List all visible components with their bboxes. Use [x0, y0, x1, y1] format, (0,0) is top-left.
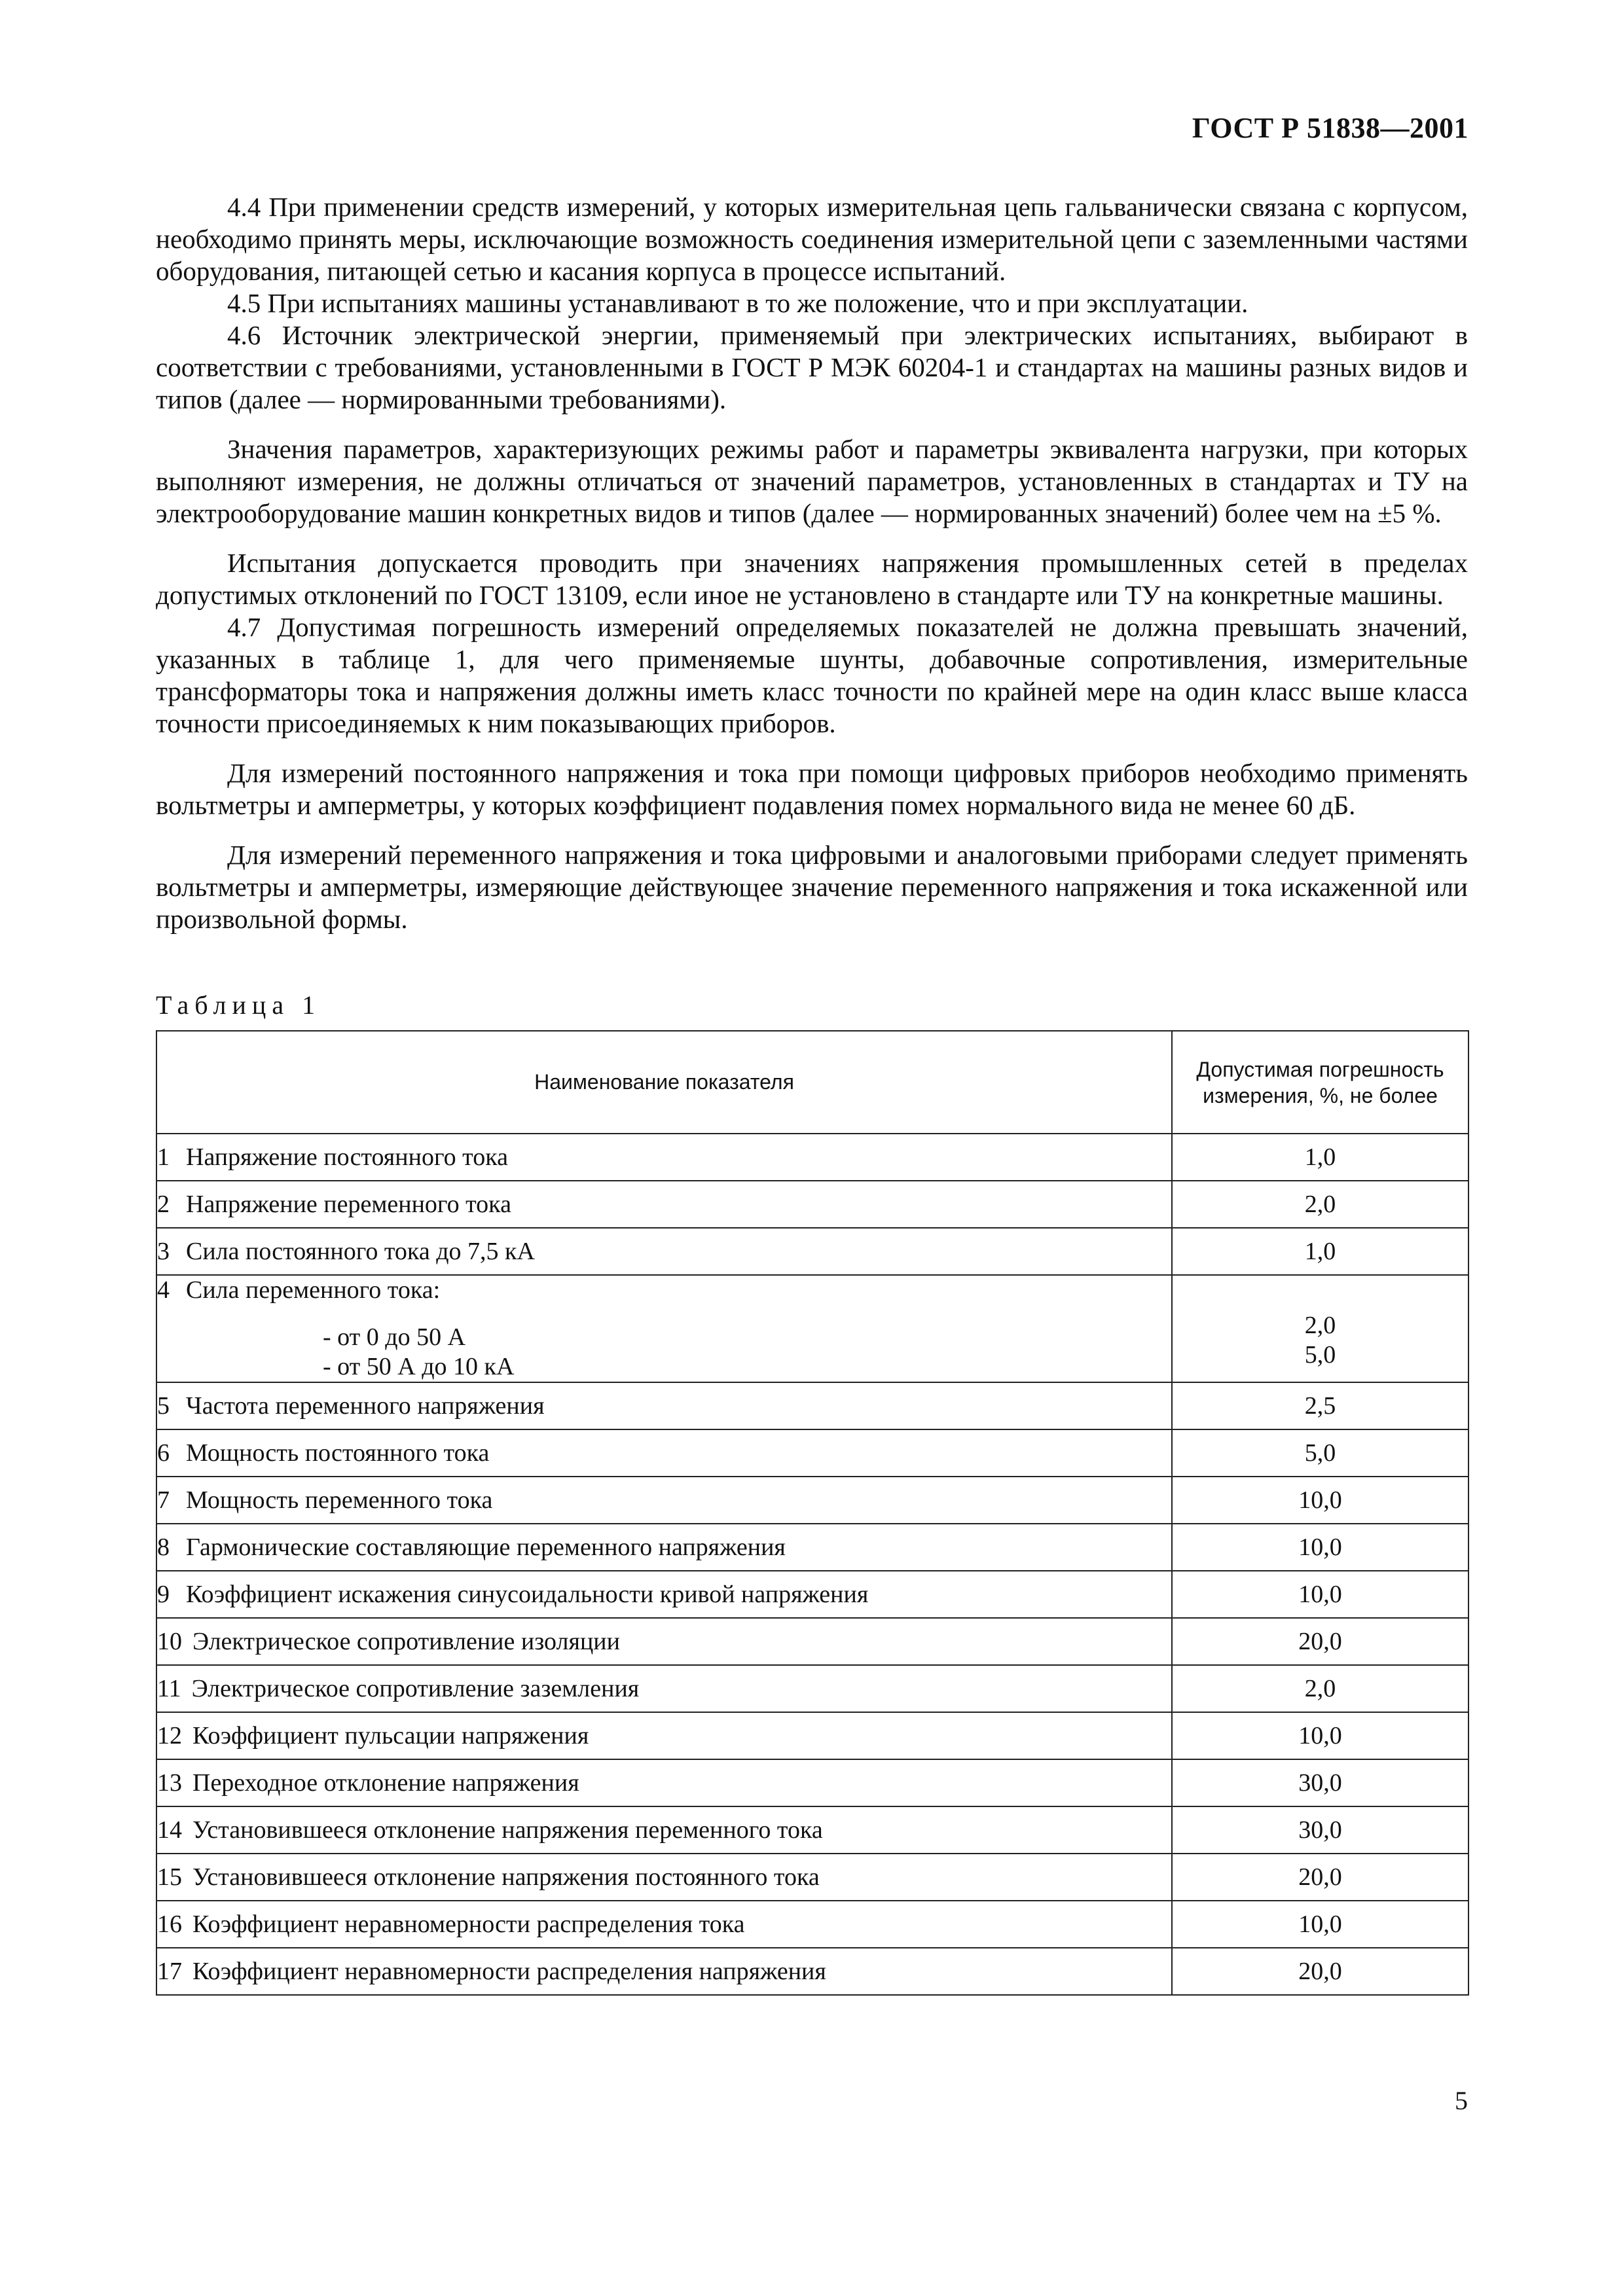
row-name-cell: [156, 1665, 1172, 1712]
table-row: [156, 1275, 1468, 1382]
row-value: 2,0: [1172, 1181, 1468, 1228]
row-name: Переходное отклонение напряжения: [192, 1769, 579, 1797]
row-name-cell: [156, 1477, 1172, 1524]
tolerance-table: [156, 1030, 1469, 1996]
row-value: 20,0: [1172, 1618, 1468, 1665]
row-number: 17: [157, 1958, 182, 1985]
row-number: 4: [157, 1276, 170, 1304]
sub-item-name: - от 0 до 50 А: [323, 1323, 466, 1351]
row-name: Электрическое сопротивление изоляции: [192, 1628, 620, 1655]
row-name-cell: [156, 1571, 1172, 1618]
row-name: Гармонические составляющие переменного напряжения: [186, 1534, 786, 1561]
column-header-name: Наименование показателя: [156, 1031, 1172, 1134]
row-name: Мощность переменного тока: [186, 1486, 493, 1514]
row-name-cell: [156, 1382, 1172, 1429]
table-row: [156, 1948, 1468, 1995]
row-name: Коэффициент неравномерности распределения тока: [192, 1910, 745, 1938]
table-row: [156, 1181, 1468, 1228]
row-number: 12: [157, 1722, 182, 1749]
table-row: [156, 1429, 1468, 1477]
row-number: 6: [157, 1439, 170, 1467]
row-number: 13: [157, 1769, 182, 1797]
row-value: 20,0: [1172, 1854, 1468, 1901]
table-row: [156, 1571, 1468, 1618]
row-name: Установившееся отклонение напряжения постоянного тока: [192, 1863, 820, 1891]
paragraph-4-4: 4.4 При применении средств измерений, у которых измерительная цепь гальванически связана с корпусом, необходимо принять меры, исключающие возможность соединения измерительной цепи с заземленными частями оборудования, питающей сетью и касания корпуса в процессе испытаний.: [156, 192, 1468, 286]
row-number: 5: [157, 1392, 170, 1420]
row-name: Сила переменного тока:: [186, 1276, 441, 1304]
row-value: 2,0: [1172, 1665, 1468, 1712]
row-value: 5,0: [1172, 1429, 1468, 1477]
row-name-cell: [156, 1806, 1172, 1854]
row-name-cell: [156, 1618, 1172, 1665]
table-row: [156, 1665, 1468, 1712]
row-name: Коэффициент неравномерности распределения напряжения: [192, 1958, 826, 1985]
paragraph-ac-measurements: Для измерений переменного напряжения и тока цифровыми и аналоговыми приборами следует применять вольтметры и амперметры, измеряющие действующее значение переменного напряжения и тока искаженной или произвольной формы.: [156, 840, 1468, 934]
paragraph-parameter-values: Значения параметров, характеризующих режимы работ и параметры эквивалента нагрузки, при которых выполняют измерения, не должны отличаться от значений параметров, установленных в стандартах и ТУ на электрооборудование машин конкретных видов и типов (далее — нормированных значений) более чем на ±5 %.: [156, 434, 1468, 528]
row-name-cell: [156, 1429, 1172, 1477]
table-row: [156, 1901, 1468, 1948]
row-name-cell: [156, 1524, 1172, 1571]
row-name: Коэффициент искажения синусоидальности кривой напряжения: [186, 1581, 869, 1608]
row-name-cell: [156, 1134, 1172, 1181]
row-number: 11: [157, 1675, 181, 1702]
row-number: 2: [157, 1191, 170, 1218]
row-value: 30,0: [1172, 1759, 1468, 1806]
table-caption: Таблица 1: [156, 990, 321, 1020]
table-row: [156, 1382, 1468, 1429]
row-number: 10: [157, 1628, 182, 1655]
row-number: 16: [157, 1910, 182, 1938]
sub-item-value: 2,0: [1304, 1312, 1336, 1339]
row-number: 14: [157, 1816, 182, 1844]
table-row: [156, 1524, 1468, 1571]
body-text: [156, 191, 1468, 935]
row-name: Сила постоянного тока до 7,5 кА: [186, 1238, 535, 1265]
table-row: [156, 1134, 1468, 1181]
row-value: 10,0: [1172, 1477, 1468, 1524]
row-name: Частота переменного напряжения: [186, 1392, 545, 1420]
row-number: 9: [157, 1581, 170, 1608]
paragraph-4-7: 4.7 Допустимая погрешность измерений определяемых показателей не должна превышать значений, указанных в таблице 1, для чего применяемые шунты, добавочные сопротивления, измерительные трансформаторы тока и напряжения должны иметь класс точности по крайней мере на один класс выше класса точности присоединяемых к ним показывающих приборов.: [156, 612, 1468, 738]
row-number: 1: [157, 1143, 170, 1171]
row-number: 3: [157, 1238, 170, 1265]
row-name-cell: [156, 1854, 1172, 1901]
page-number: 5: [1455, 2086, 1468, 2115]
sub-item-name: - от 50 А до 10 кА: [323, 1353, 515, 1380]
row-value: 20,0: [1172, 1948, 1468, 1995]
row-number: 15: [157, 1863, 182, 1891]
table-row: [156, 1854, 1468, 1901]
row-value: 10,0: [1172, 1571, 1468, 1618]
row-name-cell: [156, 1901, 1172, 1948]
table-row: [156, 1618, 1468, 1665]
row-value: 1,0: [1172, 1134, 1468, 1181]
row-name: Электрическое сопротивление заземления: [191, 1675, 640, 1702]
document-code: ГОСТ Р 51838—2001: [1192, 112, 1468, 144]
row-value: 1,0: [1172, 1228, 1468, 1275]
row-value: 10,0: [1172, 1901, 1468, 1948]
table-header-row: [156, 1031, 1468, 1134]
row-name-cell: [156, 1275, 1172, 1382]
paragraph-4-5: 4.5 При испытаниях машины устанавливают в то же положение, что и при эксплуатации.: [227, 288, 1249, 318]
paragraph-dc-measurements: Для измерений постоянного напряжения и тока при помощи цифровых приборов необходимо применять вольтметры и амперметры, у которых коэффициент подавления помех нормального вида не менее 60 дБ.: [156, 758, 1468, 820]
row-name-cell: [156, 1759, 1172, 1806]
row-value: 2,5: [1172, 1382, 1468, 1429]
row-value: 30,0: [1172, 1806, 1468, 1854]
row-value: [1172, 1275, 1468, 1382]
row-value: 10,0: [1172, 1712, 1468, 1759]
row-name-cell: [156, 1181, 1172, 1228]
table-row: [156, 1806, 1468, 1854]
row-name-cell: [156, 1948, 1172, 1995]
table-row: [156, 1759, 1468, 1806]
row-value: 10,0: [1172, 1524, 1468, 1571]
column-header-tolerance: Допустимая погрешность измерения, %, не более: [1172, 1031, 1468, 1134]
table-row: [156, 1477, 1468, 1524]
row-number: 7: [157, 1486, 170, 1514]
table-row: [156, 1228, 1468, 1275]
table-row: [156, 1712, 1468, 1759]
row-name-cell: [156, 1712, 1172, 1759]
paragraph-network-voltage: Испытания допускается проводить при значениях напряжения промышленных сетей в пределах допустимых отклонений по ГОСТ 13109, если иное не установлено в стандарте или ТУ на конкретные машины.: [156, 548, 1468, 610]
sub-item-value: 5,0: [1304, 1341, 1336, 1369]
row-number: 8: [157, 1534, 170, 1561]
row-name: Напряжение переменного тока: [186, 1191, 511, 1218]
row-name-cell: [156, 1228, 1172, 1275]
row-name: Установившееся отклонение напряжения переменного тока: [192, 1816, 823, 1844]
row-name: Напряжение постоянного тока: [186, 1143, 508, 1171]
sub-items: [157, 1323, 1171, 1382]
row-name: Коэффициент пульсации напряжения: [192, 1722, 589, 1749]
paragraph-4-6: 4.6 Источник электрической энергии, применяемый при электрических испытаниях, выбирают в соответствии с требованиями, установленными в ГОСТ Р МЭК 60204-1 и стандартах на машины разных видов и типов (далее — нормированными требованиями).: [156, 320, 1468, 414]
row-name: Мощность постоянного тока: [186, 1439, 490, 1467]
